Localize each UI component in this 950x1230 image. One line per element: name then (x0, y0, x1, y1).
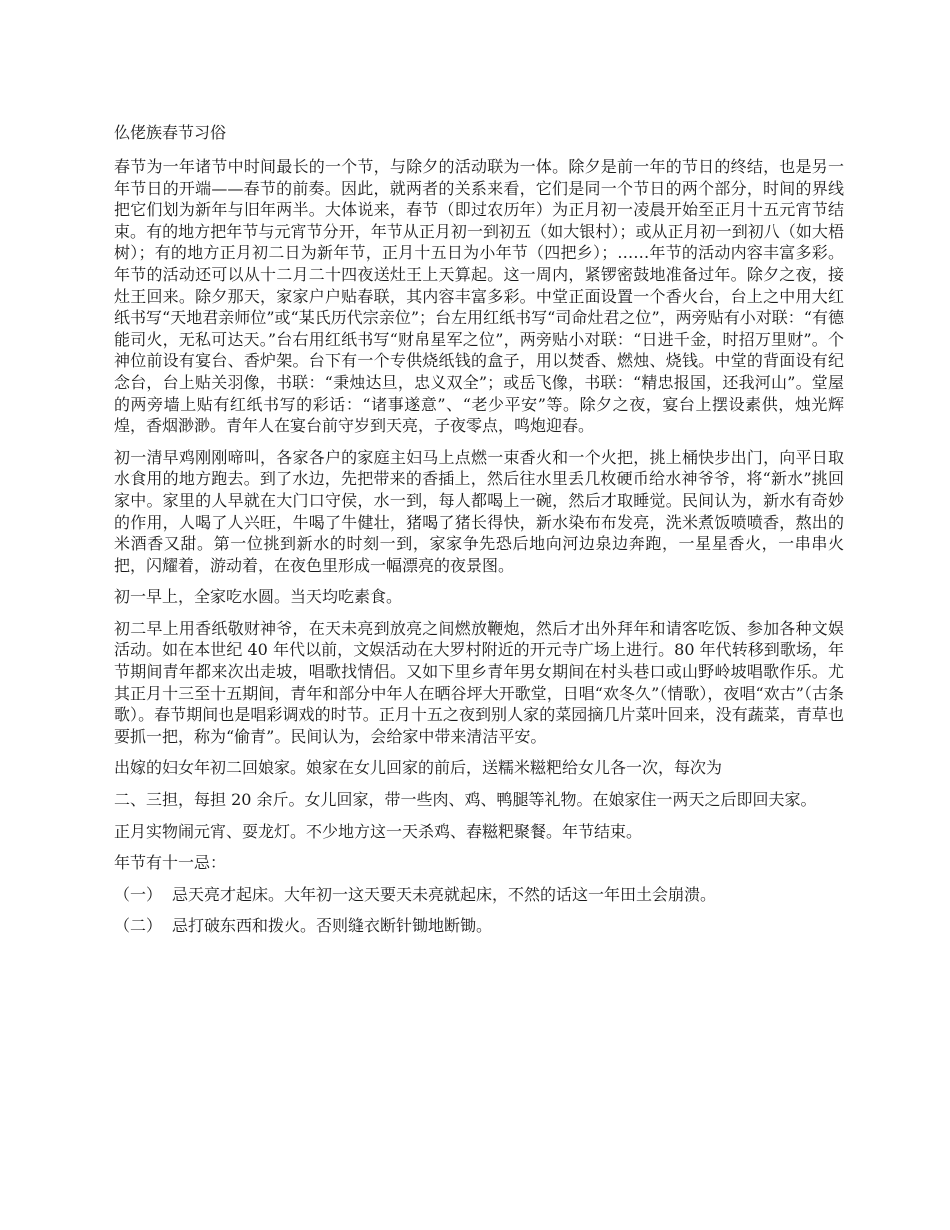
taboo-text: 忌天亮才起床。大年初一这天要天未亮就起床，不然的话这一年田土会崩溃。 (172, 884, 717, 904)
taboo-item (114, 884, 844, 906)
paragraph-new-water: 初一清早鸡刚刚啼叫，各家各户的家庭主妇马上点燃一束香火和一个火把，挑上桶快步出门，向平日取水食用的地方跑去。到了水边，先把带来的香插上，然后往水里丢几枚硬币给水神爷爷，将“新水”挑回家中。家里的人早就在大门口守侯，水一到，每人都喝上一碗，然后才取睡觉。民间认为，新水有奇妙的作用，人喝了人兴旺，牛喝了牛健壮，猪喝了猪长得快，新水染布布发亮，洗米煮饭喷喷香，熬出的米酒香又甜。第一位挑到新水的时刻一到，家家争先恐后地向河边泉边奔跑，一星星香火，一串串火把，闪耀着，游动着，在夜色里形成一幅漂亮的夜景图。 (114, 447, 844, 575)
paragraph-lantern-festival: 正月实物闹元宵、耍龙灯。不少地方这一天杀鸡、舂糍粑聚餐。年节结束。 (114, 821, 643, 841)
paragraph-second-day-activities: 初二早上用香纸敬财神爷，在天未亮到放亮之间燃放鞭炮，然后才出外拜年和请客吃饭、参加各种文娱活动。如在本世纪 40 年代以前，文娱活动在大罗村附近的开元寺广场上进行。80 年代转移到歌场，年节期间青年都来次出走坡，唱歌找情侣。又如下里乡青年男女期间在村头巷口或山野岭坡唱歌作乐。尤其正月十三至十五期间，青年和部分中年人在晒谷坪大开歌堂，日唱“欢冬久”（情歌），夜唱“欢古”（古条歌）。春节期间也是唱彩调戏的时节。正月十五之夜到别人家的菜园摘几片菜叶回来，没有蔬菜，青草也要抓一把，称为“偷青”。民间认为，会给家中带来清洁平安。 (114, 618, 844, 746)
paragraph-first-day-meal: 初一早上，全家吃水圆。当天均吃素食。 (114, 587, 403, 607)
taboo-item (114, 915, 844, 937)
paragraph-taboos-intro: 年节有十一忌： (114, 853, 227, 873)
taboo-text: 忌打破东西和拨火。否则缝衣断针锄地断锄。 (172, 915, 493, 935)
document-title: 仫佬族春节习俗 (114, 123, 227, 142)
paragraph-gifts: 二、三担，每担 20 余斤。女儿回家，带一些肉、鸡、鸭腿等礼物。在娘家住一两天之后即回夫家。 (114, 790, 817, 810)
taboo-number: （一） (114, 884, 163, 904)
document-page (114, 120, 844, 946)
taboo-number: （二） (114, 915, 163, 935)
paragraph-spring-festival-overview: 春节为一年诸节中时间最长的一个节，与除夕的活动联为一体。除夕是前一年的节日的终结，也是另一年节日的开端——春节的前奏。因此，就两者的关系来看，它们是同一个节日的两个部分，时间的界线把它们划为新年与旧年两半。大体说来，春节（即过农历年）为正月初一凌晨开始至正月十五元宵节结束。有的地方把年节与元宵节分开，年节从正月初一到初五（如大银村）；或从正月初一到初八（如大梧树）；有的地方正月初二日为新年节，正月十五日为小年节（四把乡）；……年节的活动内容丰富多彩。年节的活动还可以从十二月二十四夜送灶王上天算起。这一周内，紧锣密鼓地准备过年。除夕之夜，接灶王回来。除夕那天，家家户户贴春联，其内容丰富多彩。中堂正面设置一个香火台，台上之中用大红纸书写“天地君亲师位”或“某氏历代宗亲位”；台左用红纸书写“司命灶君之位”，两旁贴有小对联：“有德能司火，无私可达天。”台右用红纸书写“财帛星军之位”，两旁贴小对联：“日进千金，时招万里财”。个神位前设有宴台、香炉架。台下有一个专供烧纸钱的盒子，用以焚香、燃烛、烧钱。中堂的背面设有纪念台，台上贴关羽像，书联：“秉烛达旦，忠义双全”；或岳飞像，书联：“精忠报国，还我河山”。堂屋的两旁墙上贴有红纸书写的彩话：“诸事遂意”、“老少平安”等。除夕之夜，宴台上摆设素供，烛光辉煌，香烟渺渺。青年人在宴台前守岁到天亮，子夜零点，鸣炮迎春。 (114, 157, 844, 436)
paragraph-married-women-return: 出嫁的妇女年初二回娘家。娘家在女儿回家的前后，送糯米糍粑给女儿各一次，每次为 (114, 758, 723, 778)
